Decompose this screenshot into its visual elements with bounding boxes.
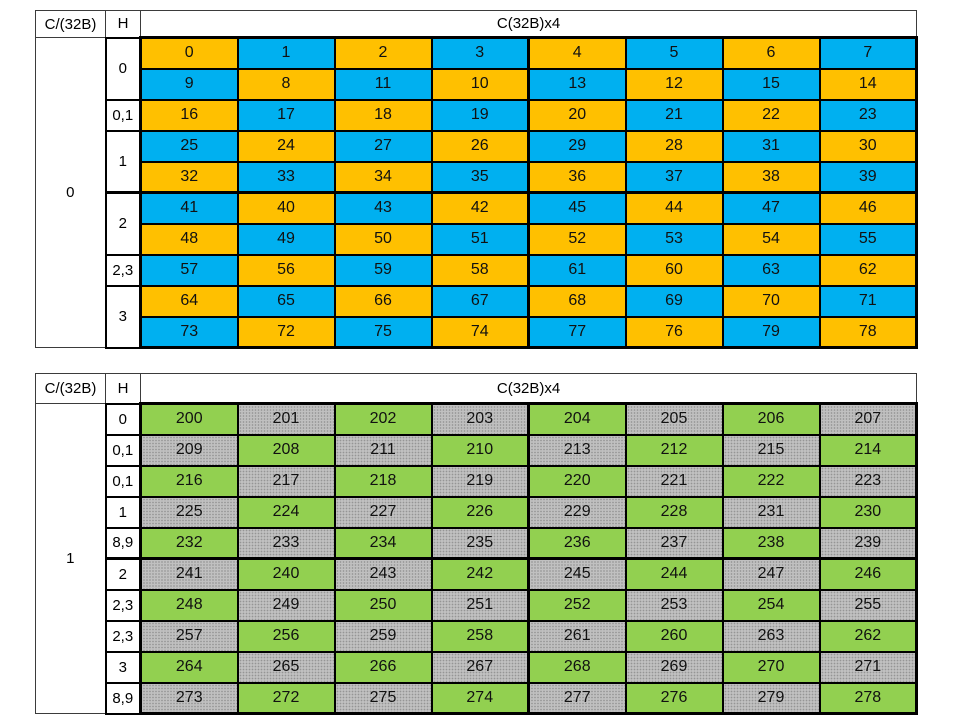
h-label: 2,3 — [106, 621, 141, 652]
data-cell: 28 — [626, 131, 723, 162]
data-cell: 243 — [335, 559, 432, 590]
data-cell: 72 — [238, 317, 335, 348]
data-cell: 211 — [335, 435, 432, 466]
data-cell: 39 — [820, 162, 917, 193]
data-cell: 264 — [141, 652, 238, 683]
data-cell: 236 — [529, 528, 626, 559]
data-cell: 233 — [238, 528, 335, 559]
header-row — [36, 374, 917, 404]
data-cell: 36 — [529, 162, 626, 193]
data-cell: 71 — [820, 286, 917, 317]
data-cell: 18 — [335, 100, 432, 131]
h-column-header: H — [106, 11, 141, 38]
data-cell: 235 — [432, 528, 529, 559]
data-cell: 277 — [529, 683, 626, 714]
table-row — [36, 466, 917, 497]
data-cell: 231 — [723, 497, 820, 528]
data-cell: 22 — [723, 100, 820, 131]
data-cell: 5 — [626, 38, 723, 69]
data-cell: 251 — [432, 590, 529, 621]
data-cell: 244 — [626, 559, 723, 590]
data-cell: 58 — [432, 255, 529, 286]
table-row — [36, 559, 917, 590]
corner-header: C/(32B) — [36, 11, 106, 38]
h-label: 2 — [106, 559, 141, 590]
data-cell: 249 — [238, 590, 335, 621]
table-row — [36, 652, 917, 683]
data-cell: 55 — [820, 224, 917, 255]
data-cell: 42 — [432, 193, 529, 224]
data-cell: 218 — [335, 466, 432, 497]
data-cell: 237 — [626, 528, 723, 559]
h-label: 0,1 — [106, 100, 141, 131]
data-cell: 53 — [626, 224, 723, 255]
data-cell: 35 — [432, 162, 529, 193]
data-cell: 70 — [723, 286, 820, 317]
c-group-label: 1 — [36, 404, 106, 714]
table-row — [36, 404, 917, 435]
data-cell: 24 — [238, 131, 335, 162]
data-cell: 210 — [432, 435, 529, 466]
data-cell: 213 — [529, 435, 626, 466]
data-cell: 47 — [723, 193, 820, 224]
table-row — [36, 162, 917, 193]
data-cell: 226 — [432, 497, 529, 528]
table-row — [36, 255, 917, 286]
data-cell: 207 — [820, 404, 917, 435]
table-row — [36, 286, 917, 317]
data-cell: 256 — [238, 621, 335, 652]
data-cell: 45 — [529, 193, 626, 224]
table-row — [36, 683, 917, 714]
data-cell: 245 — [529, 559, 626, 590]
data-cell: 253 — [626, 590, 723, 621]
data-cell: 261 — [529, 621, 626, 652]
data-cell: 48 — [141, 224, 238, 255]
table-row — [36, 497, 917, 528]
table-row — [36, 224, 917, 255]
data-cell: 41 — [141, 193, 238, 224]
data-cell: 221 — [626, 466, 723, 497]
data-cell: 260 — [626, 621, 723, 652]
table-row — [36, 528, 917, 559]
data-cell: 54 — [723, 224, 820, 255]
data-cell: 201 — [238, 404, 335, 435]
h-label: 3 — [106, 652, 141, 683]
data-cell: 252 — [529, 590, 626, 621]
h-label: 2,3 — [106, 255, 141, 286]
data-cell: 29 — [529, 131, 626, 162]
h-label: 8,9 — [106, 683, 141, 714]
data-cell: 62 — [820, 255, 917, 286]
data-cell: 222 — [723, 466, 820, 497]
data-cell: 215 — [723, 435, 820, 466]
data-cell: 272 — [238, 683, 335, 714]
data-cell: 268 — [529, 652, 626, 683]
data-cell: 248 — [141, 590, 238, 621]
data-cell: 206 — [723, 404, 820, 435]
h-label: 1 — [106, 131, 141, 193]
data-cell: 15 — [723, 69, 820, 100]
data-cell: 274 — [432, 683, 529, 714]
data-cell: 270 — [723, 652, 820, 683]
data-cell: 241 — [141, 559, 238, 590]
data-cell: 60 — [626, 255, 723, 286]
data-cell: 57 — [141, 255, 238, 286]
data-cell: 69 — [626, 286, 723, 317]
c-group-label: 0 — [36, 38, 106, 348]
data-cell: 269 — [626, 652, 723, 683]
h-label: 0 — [106, 38, 141, 100]
data-cell: 76 — [626, 317, 723, 348]
data-cell: 14 — [820, 69, 917, 100]
data-cell: 65 — [238, 286, 335, 317]
data-cell: 205 — [626, 404, 723, 435]
data-cell: 204 — [529, 404, 626, 435]
table-row — [36, 435, 917, 466]
data-cell: 77 — [529, 317, 626, 348]
data-cell: 0 — [141, 38, 238, 69]
data-cell: 49 — [238, 224, 335, 255]
data-cell: 228 — [626, 497, 723, 528]
h-label: 3 — [106, 286, 141, 348]
data-cell: 255 — [820, 590, 917, 621]
table-row — [36, 621, 917, 652]
data-cell: 209 — [141, 435, 238, 466]
data-cell: 276 — [626, 683, 723, 714]
corner-header: C/(32B) — [36, 374, 106, 404]
data-cell: 26 — [432, 131, 529, 162]
data-cell: 227 — [335, 497, 432, 528]
data-cell: 266 — [335, 652, 432, 683]
data-cell: 8 — [238, 69, 335, 100]
data-cell: 2 — [335, 38, 432, 69]
data-cell: 73 — [141, 317, 238, 348]
data-cell: 217 — [238, 466, 335, 497]
data-cell: 11 — [335, 69, 432, 100]
data-cell: 25 — [141, 131, 238, 162]
data-cell: 20 — [529, 100, 626, 131]
data-cell: 203 — [432, 404, 529, 435]
h-label: 8,9 — [106, 528, 141, 559]
data-cell: 74 — [432, 317, 529, 348]
data-cell: 7 — [820, 38, 917, 69]
data-cell: 265 — [238, 652, 335, 683]
data-cell: 61 — [529, 255, 626, 286]
data-cell: 38 — [723, 162, 820, 193]
h-label: 0,1 — [106, 435, 141, 466]
data-cell: 254 — [723, 590, 820, 621]
data-column-header: C(32B)x4 — [141, 374, 917, 404]
data-cell: 19 — [432, 100, 529, 131]
data-cell: 275 — [335, 683, 432, 714]
data-cell: 31 — [723, 131, 820, 162]
data-cell: 246 — [820, 559, 917, 590]
data-cell: 10 — [432, 69, 529, 100]
table-row — [36, 590, 917, 621]
data-cell: 223 — [820, 466, 917, 497]
data-cell: 13 — [529, 69, 626, 100]
data-cell: 46 — [820, 193, 917, 224]
h-column-header: H — [106, 374, 141, 404]
data-cell: 64 — [141, 286, 238, 317]
data-cell: 1 — [238, 38, 335, 69]
data-cell: 229 — [529, 497, 626, 528]
data-cell: 271 — [820, 652, 917, 683]
data-cell: 30 — [820, 131, 917, 162]
data-cell: 6 — [723, 38, 820, 69]
data-cell: 267 — [432, 652, 529, 683]
data-cell: 75 — [335, 317, 432, 348]
data-cell: 230 — [820, 497, 917, 528]
data-cell: 59 — [335, 255, 432, 286]
data-cell: 240 — [238, 559, 335, 590]
data-cell: 63 — [723, 255, 820, 286]
data-cell: 257 — [141, 621, 238, 652]
data-cell: 17 — [238, 100, 335, 131]
data-cell: 224 — [238, 497, 335, 528]
data-cell: 212 — [626, 435, 723, 466]
data-cell: 78 — [820, 317, 917, 348]
data-cell: 79 — [723, 317, 820, 348]
data-cell: 67 — [432, 286, 529, 317]
data-cell: 263 — [723, 621, 820, 652]
h-label: 2 — [106, 193, 141, 255]
table-row — [36, 317, 917, 348]
data-cell: 258 — [432, 621, 529, 652]
data-cell: 37 — [626, 162, 723, 193]
data-cell: 247 — [723, 559, 820, 590]
data-cell: 214 — [820, 435, 917, 466]
data-cell: 32 — [141, 162, 238, 193]
data-cell: 34 — [335, 162, 432, 193]
header-row — [36, 11, 917, 38]
data-cell: 9 — [141, 69, 238, 100]
data-cell: 4 — [529, 38, 626, 69]
data-cell: 3 — [432, 38, 529, 69]
h-label: 1 — [106, 497, 141, 528]
data-cell: 219 — [432, 466, 529, 497]
data-cell: 56 — [238, 255, 335, 286]
data-cell: 234 — [335, 528, 432, 559]
table-row — [36, 69, 917, 100]
data-cell: 16 — [141, 100, 238, 131]
data-cell: 278 — [820, 683, 917, 714]
data-cell: 43 — [335, 193, 432, 224]
data-cell: 242 — [432, 559, 529, 590]
data-cell: 220 — [529, 466, 626, 497]
data-cell: 225 — [141, 497, 238, 528]
data-cell: 216 — [141, 466, 238, 497]
data-cell: 44 — [626, 193, 723, 224]
data-cell: 232 — [141, 528, 238, 559]
data-cell: 262 — [820, 621, 917, 652]
table-row — [36, 131, 917, 162]
data-cell: 238 — [723, 528, 820, 559]
h-label: 0 — [106, 404, 141, 435]
data-cell: 200 — [141, 404, 238, 435]
data-cell: 273 — [141, 683, 238, 714]
data-cell: 21 — [626, 100, 723, 131]
data-cell: 23 — [820, 100, 917, 131]
data-cell: 52 — [529, 224, 626, 255]
table-row — [36, 100, 917, 131]
data-cell: 66 — [335, 286, 432, 317]
data-cell: 259 — [335, 621, 432, 652]
table-row — [36, 38, 917, 69]
data-cell: 12 — [626, 69, 723, 100]
data-cell: 51 — [432, 224, 529, 255]
table-row — [36, 193, 917, 224]
data-cell: 250 — [335, 590, 432, 621]
data-cell: 50 — [335, 224, 432, 255]
h-label: 2,3 — [106, 590, 141, 621]
data-cell: 202 — [335, 404, 432, 435]
data-column-header: C(32B)x4 — [141, 11, 917, 38]
data-cell: 279 — [723, 683, 820, 714]
lower-mapping-table — [35, 373, 918, 715]
data-cell: 208 — [238, 435, 335, 466]
data-cell: 239 — [820, 528, 917, 559]
upper-mapping-table — [35, 10, 918, 349]
data-cell: 27 — [335, 131, 432, 162]
data-cell: 33 — [238, 162, 335, 193]
data-cell: 40 — [238, 193, 335, 224]
data-cell: 68 — [529, 286, 626, 317]
h-label: 0,1 — [106, 466, 141, 497]
